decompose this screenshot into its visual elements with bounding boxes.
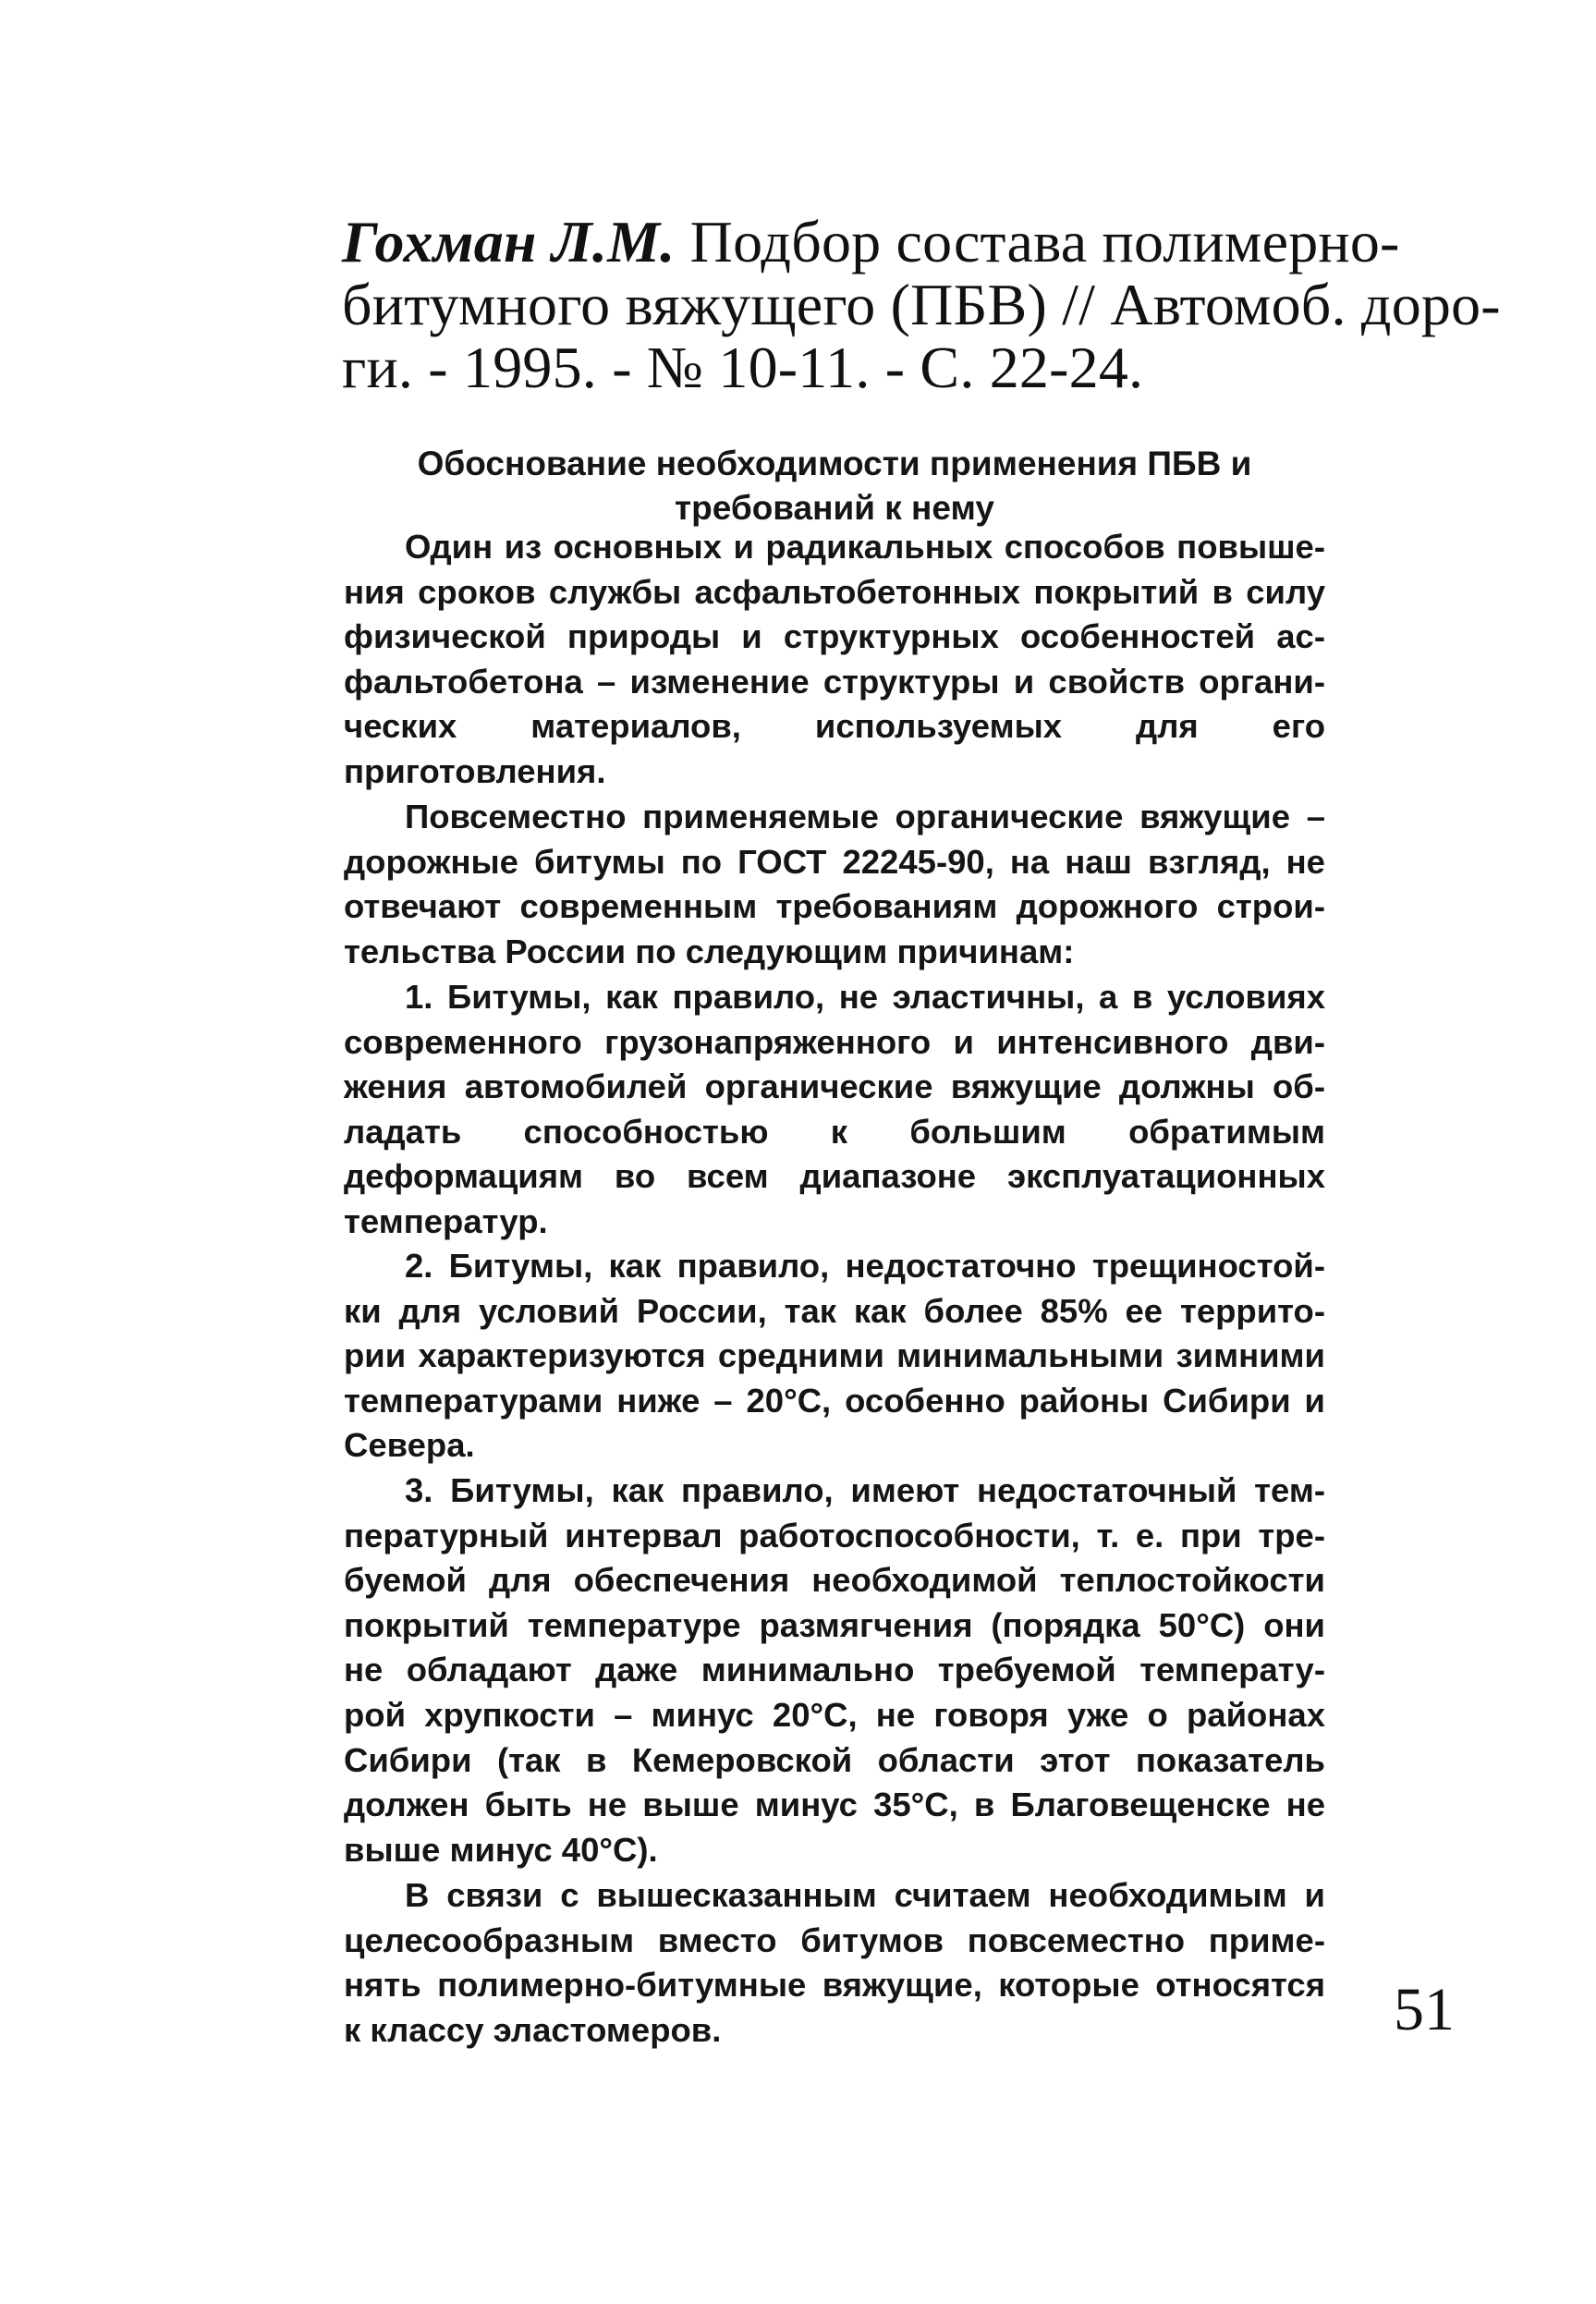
paragraph-line: ки для условий России, так как более 85% ее террито-	[344, 1291, 1325, 1330]
paragraph-line: 3. Битумы, как правило, имеют недостаточный тем-	[405, 1471, 1325, 1509]
paragraph-line: рии характеризуются средними минимальными зимними	[344, 1336, 1325, 1375]
paragraph-line: 1. Битумы, как правило, не эластичны, а в условиях	[405, 978, 1325, 1016]
citation-line-2: битумного вяжущего (ПБВ) // Автомоб. доро-	[342, 272, 1501, 337]
paragraph-line: В связи с вышесказанным считаем необходимым и	[405, 1876, 1325, 1914]
citation-line-3: ги. - 1995. - № 10-11. - С. 22-24.	[342, 335, 1144, 400]
paragraph-line: Повсеместно применяемые органические вяжущие –	[405, 798, 1325, 835]
paragraph-line: Севера.	[344, 1426, 475, 1465]
paragraph-line: физической природы и структурных особенностей ас-	[344, 617, 1325, 656]
paragraph-line: ческих материалов, используемых для его	[344, 707, 1325, 746]
paragraph	[344, 1469, 1325, 1872]
paragraph-line: приготовления.	[344, 751, 606, 790]
paragraph-line: температур.	[344, 1201, 548, 1240]
paragraph-line: ния сроков службы асфальтобетонных покрытий в силу	[344, 572, 1325, 611]
heading-line-2: требований к нему	[675, 489, 994, 527]
paragraph	[344, 525, 1325, 795]
paragraph-line: Сибири (так в Кемеровской области этот показатель	[344, 1740, 1325, 1779]
paragraph-line: дорожные битумы по ГОСТ 22245-90, на наш взгляд, не	[344, 842, 1325, 881]
paragraph-line: температурами ниже – 20°С, особенно районы Сибири и	[344, 1381, 1325, 1420]
paragraph-line: жения автомобилей органические вяжущие должны об-	[344, 1067, 1325, 1106]
paragraph-line: целесообразным вместо битумов повсеместно приме-	[344, 1920, 1325, 1959]
citation-author: Гохман Л.М.	[342, 209, 676, 274]
paragraph-line: фальтобетона – изменение структуры и свойств органи-	[344, 662, 1325, 701]
paragraph	[344, 975, 1325, 1245]
paragraph-line: нять полимерно-битумные вяжущие, которые относятся	[344, 1966, 1325, 2005]
paragraph-line: пературный интервал работоспособности, т. е. при тре-	[344, 1516, 1325, 1554]
section-heading	[344, 442, 1325, 530]
paragraph-line: деформациям во всем диапазоне эксплуатационных	[344, 1157, 1325, 1196]
paragraph-line: буемой для обеспечения необходимой теплостойкости	[344, 1561, 1325, 1600]
paragraph-line: тельства России по следующим причинам:	[344, 932, 1075, 970]
paragraph	[344, 795, 1325, 974]
page-number: 51	[1394, 1976, 1455, 2043]
paragraph-line: к классу эластомеров.	[344, 2010, 722, 2049]
heading-line-1: Обоснование необходимости применения ПБВ и	[417, 445, 1252, 482]
paragraph	[344, 1244, 1325, 1469]
paragraph-line: ладать способностью к большим обратимым	[344, 1112, 1325, 1151]
paragraph	[344, 1873, 1325, 2053]
paragraph-line: рой хрупкости – минус 20°С, не говоря уже о районах	[344, 1695, 1325, 1734]
paragraph-line: выше минус 40°С).	[344, 1830, 658, 1869]
paragraph-line: отвечают современным требованиям дорожного строи-	[344, 887, 1325, 926]
paragraph-line: современного грузонапряженного и интенсивного дви-	[344, 1022, 1325, 1061]
paragraph-line: покрытий температуре размягчения (порядка 50°С) они	[344, 1605, 1325, 1644]
citation-line-1	[342, 211, 1432, 274]
citation-title-part: Подбор состава полимерно-	[675, 209, 1400, 274]
bibliographic-citation	[342, 209, 1501, 400]
paragraph-line: 2. Битумы, как правило, недостаточно трещиностой-	[405, 1247, 1325, 1285]
paragraph-line: не обладают даже минимально требуемой температу-	[344, 1651, 1325, 1689]
paragraph-line: должен быть не выше минус 35°С, в Благовещенске не	[344, 1786, 1325, 1824]
paragraph-line: Один из основных и радикальных способов повыше-	[405, 528, 1325, 566]
